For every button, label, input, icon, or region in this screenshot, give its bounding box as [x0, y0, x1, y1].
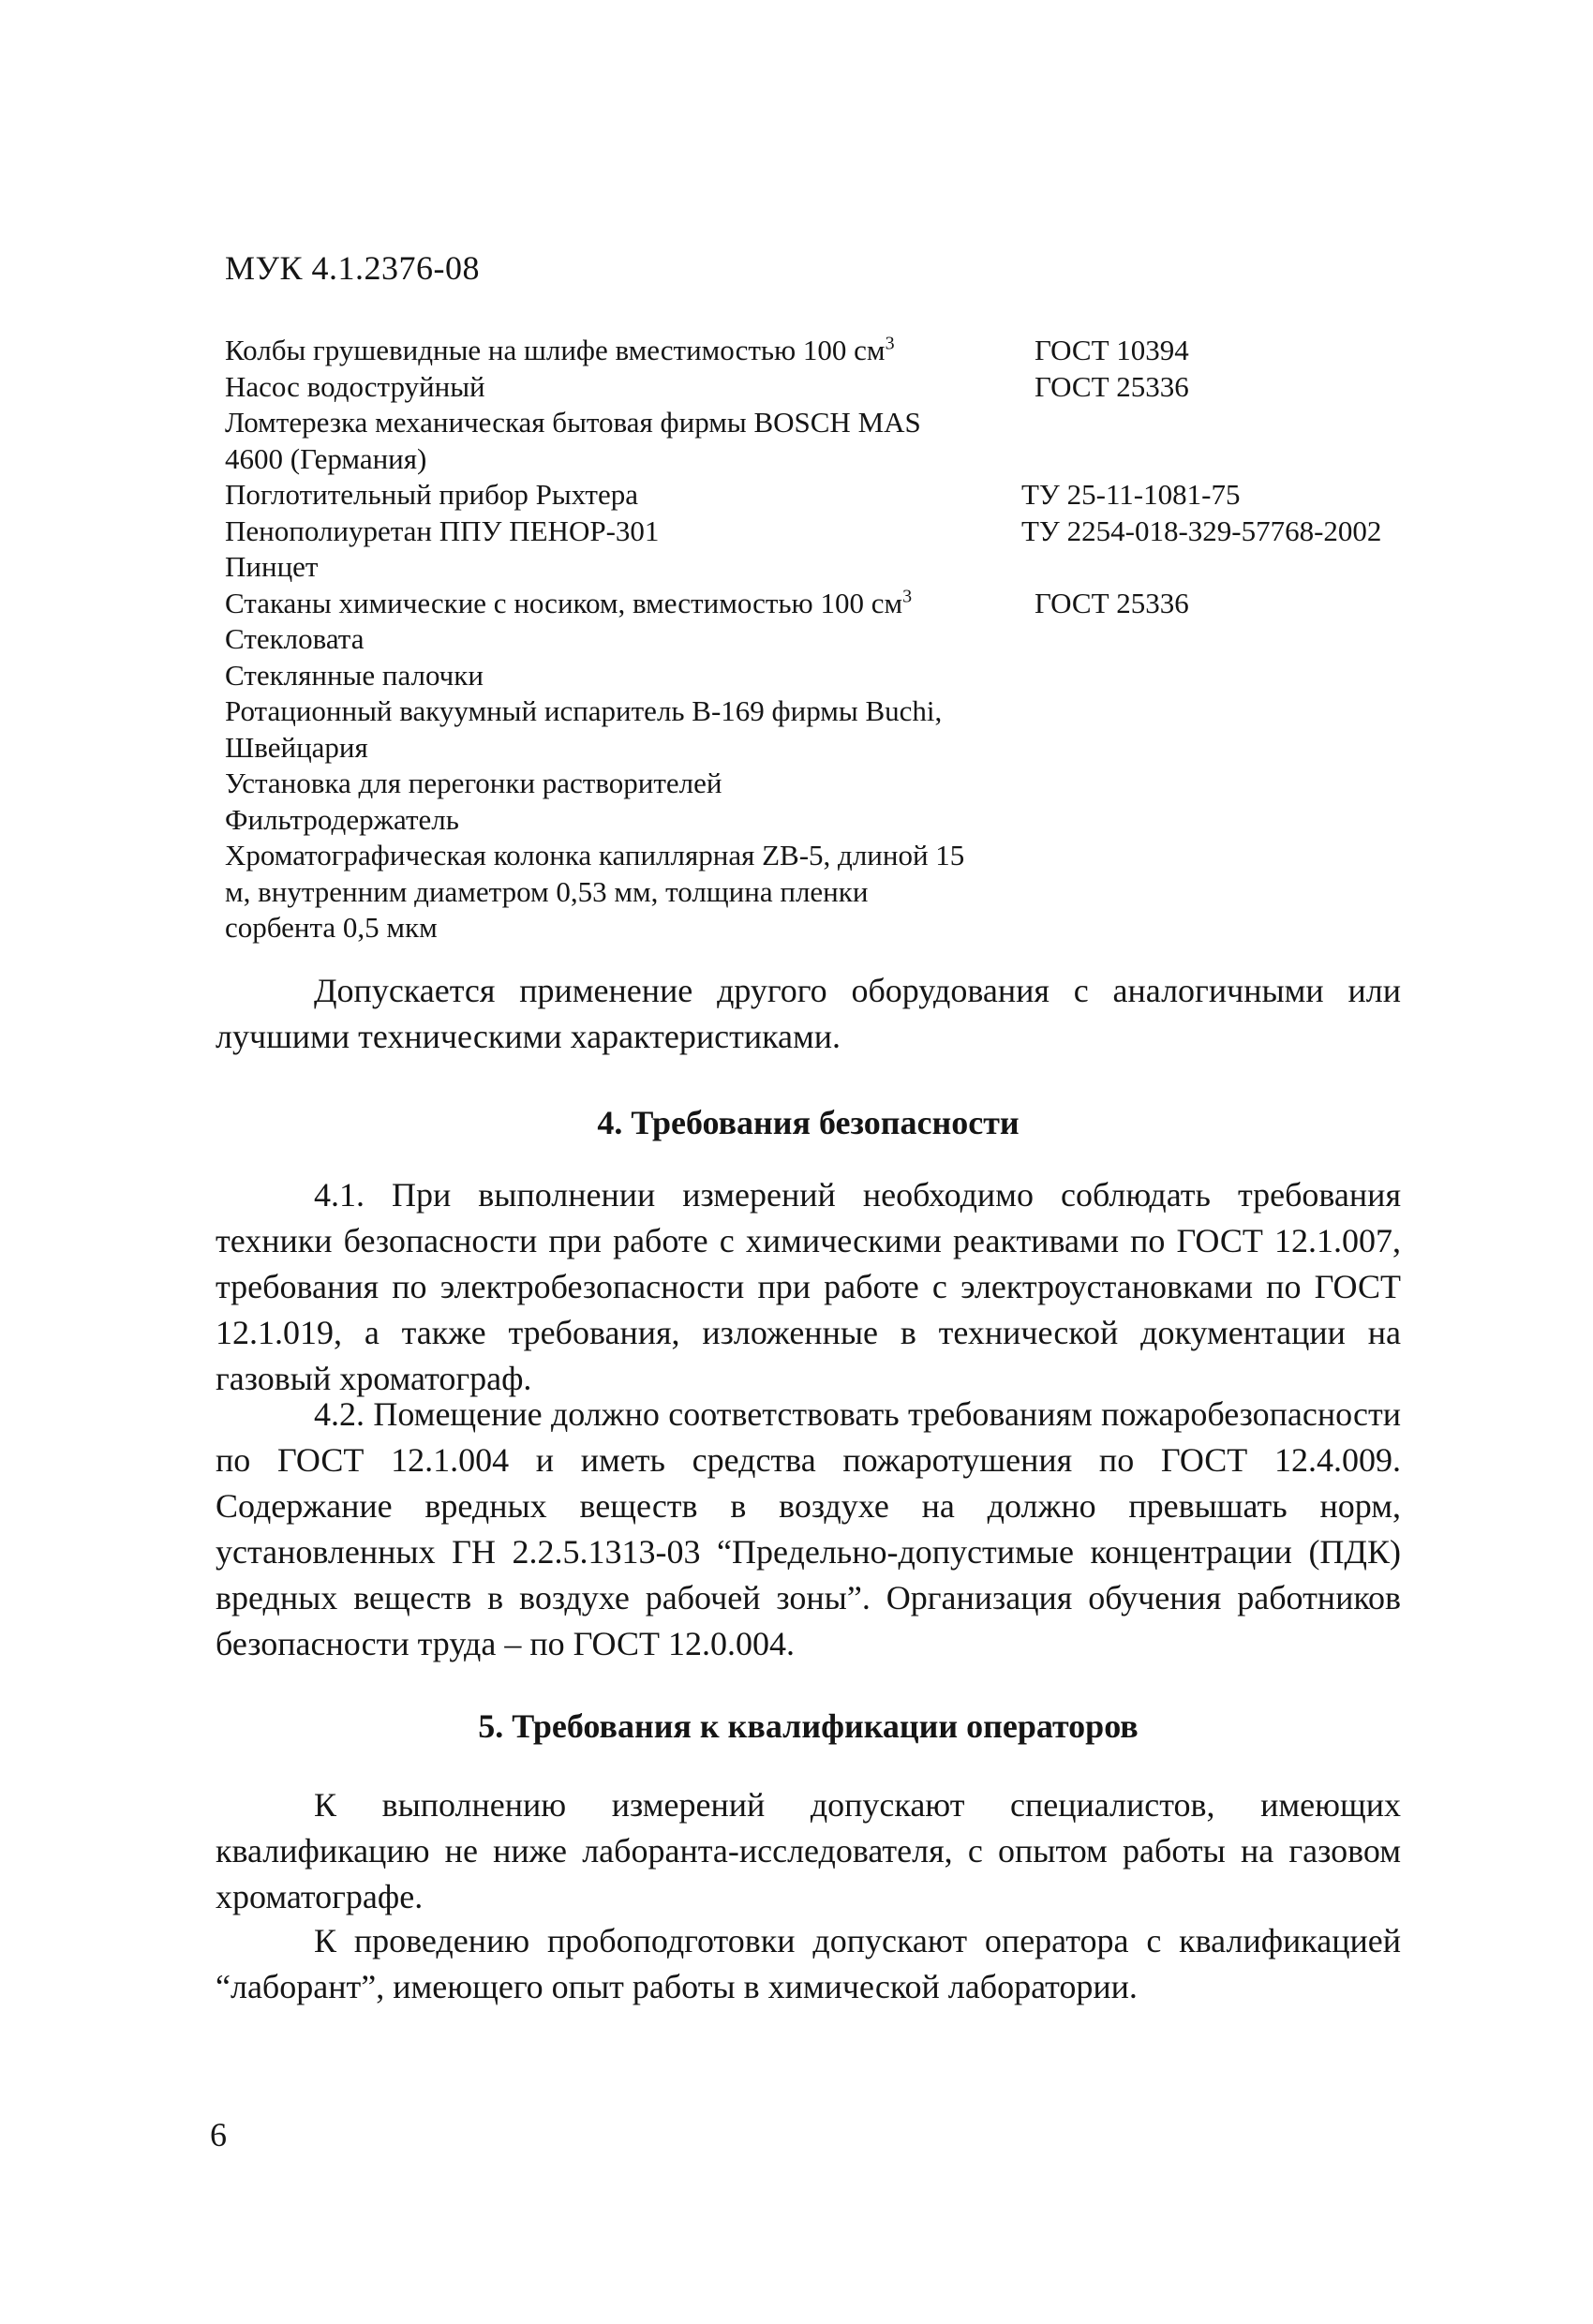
equipment-item [225, 405, 1443, 477]
equipment-item [225, 658, 1443, 694]
equipment-item [225, 333, 1443, 369]
equipment-name: Установка для перегонки растворителей [225, 767, 722, 799]
section-5-paragraph-2: К проведению пробоподготовки допускают оператора с квалификацией “лаборант”, имеющего опыт работы в химической лаборатории. [216, 1922, 1401, 2005]
section-4-paragraph-1: 4.1. При выполнении измерений необходимо соблюдать требования техники безопасности при работе с химическими реактивами по ГОСТ 12.1.007, требования по электробезопасности при работе с электроустановками по ГОСТ 12.1.019, а также требования, изложенные в технической документации на газовый хроматограф. [216, 1176, 1401, 1397]
section-5-heading: 5. Требования к квалификации операторов [478, 1707, 1139, 1745]
equipment-note: Допускается применение другого оборудования с аналогичными или лучшими техническими характеристиками. [216, 972, 1401, 1055]
equipment-name: Насос водоструйный [225, 369, 485, 403]
equipment-item [225, 766, 1443, 802]
equipment-standard: ГОСТ 25336 [1035, 586, 1189, 619]
superscript: 3 [885, 333, 895, 354]
document-code: МУК 4.1.2376-08 [225, 249, 480, 287]
equipment-item [225, 586, 1443, 622]
equipment-name: Пинцет [225, 550, 319, 583]
equipment-name: Стекловата [225, 622, 365, 655]
equipment-item [225, 802, 1443, 839]
section-4-heading: 4. Требования безопасности [597, 1104, 1020, 1141]
equipment-name: Поглотительный прибор Рыхтера [225, 478, 638, 511]
section-4-paragraph-2: 4.2. Помещение должно соответствовать требованиям пожаробезопасности по ГОСТ 12.1.004 и иметь средства пожаротушения по ГОСТ 12.4.009. Содержание вредных веществ в воздухе на должно превышать норм, установленных ГН 2.2.5.1313-03 “Предельно-допустимые концентрации (ПДК) вредных веществ в воздухе рабочей зоны”. Организация обучения работников безопасности труда – по ГОСТ 12.0.004. [216, 1395, 1401, 1662]
equipment-name: Ротационный вакуумный испаритель В-169 фирмы Buchi, Швейцария [225, 694, 943, 764]
equipment-name: Стеклянные палочки [225, 658, 484, 692]
equipment-name: Пенополиуретан ППУ ПЕНОР-301 [225, 514, 660, 547]
equipment-list [225, 333, 1443, 946]
equipment-standard: ТУ 25-11-1081-75 [1021, 478, 1241, 511]
equipment-item [225, 621, 1443, 658]
section-5-paragraph-1: К выполнению измерений допускают специалистов, имеющих квалификацию не ниже лаборанта-исследователя, с опытом работы на газовом хроматографе. [216, 1786, 1401, 1915]
superscript: 3 [902, 586, 913, 607]
equipment-item [225, 693, 1443, 766]
equipment-name: Ломтерезка механическая бытовая фирмы BOSCH MAS 4600 (Германия) [225, 406, 921, 475]
equipment-item [225, 514, 1443, 550]
equipment-item [225, 369, 1443, 406]
equipment-name: Хроматографическая колонка капиллярная ZB-5, длиной 15 м, внутренним диаметром 0,53 мм, толщина пленки сорбента 0,5 мкм [225, 839, 965, 944]
page-number: 6 [210, 2116, 227, 2153]
equipment-standard: ГОСТ 10394 [1035, 334, 1189, 366]
equipment-standard: ТУ 2254-018-329-57768-2002 [1021, 514, 1382, 547]
equipment-item [225, 838, 1443, 946]
equipment-item [225, 549, 1443, 586]
equipment-standard: ГОСТ 25336 [1035, 369, 1189, 403]
equipment-item [225, 477, 1443, 514]
equipment-name: Фильтродержатель [225, 802, 459, 836]
equipment-name: Стаканы химические с носиком, вместимостью 100 $см^3$ [225, 586, 913, 619]
equipment-name: Колбы грушевидные на шлифе вместимостью 100 $см^3$ [225, 333, 895, 366]
